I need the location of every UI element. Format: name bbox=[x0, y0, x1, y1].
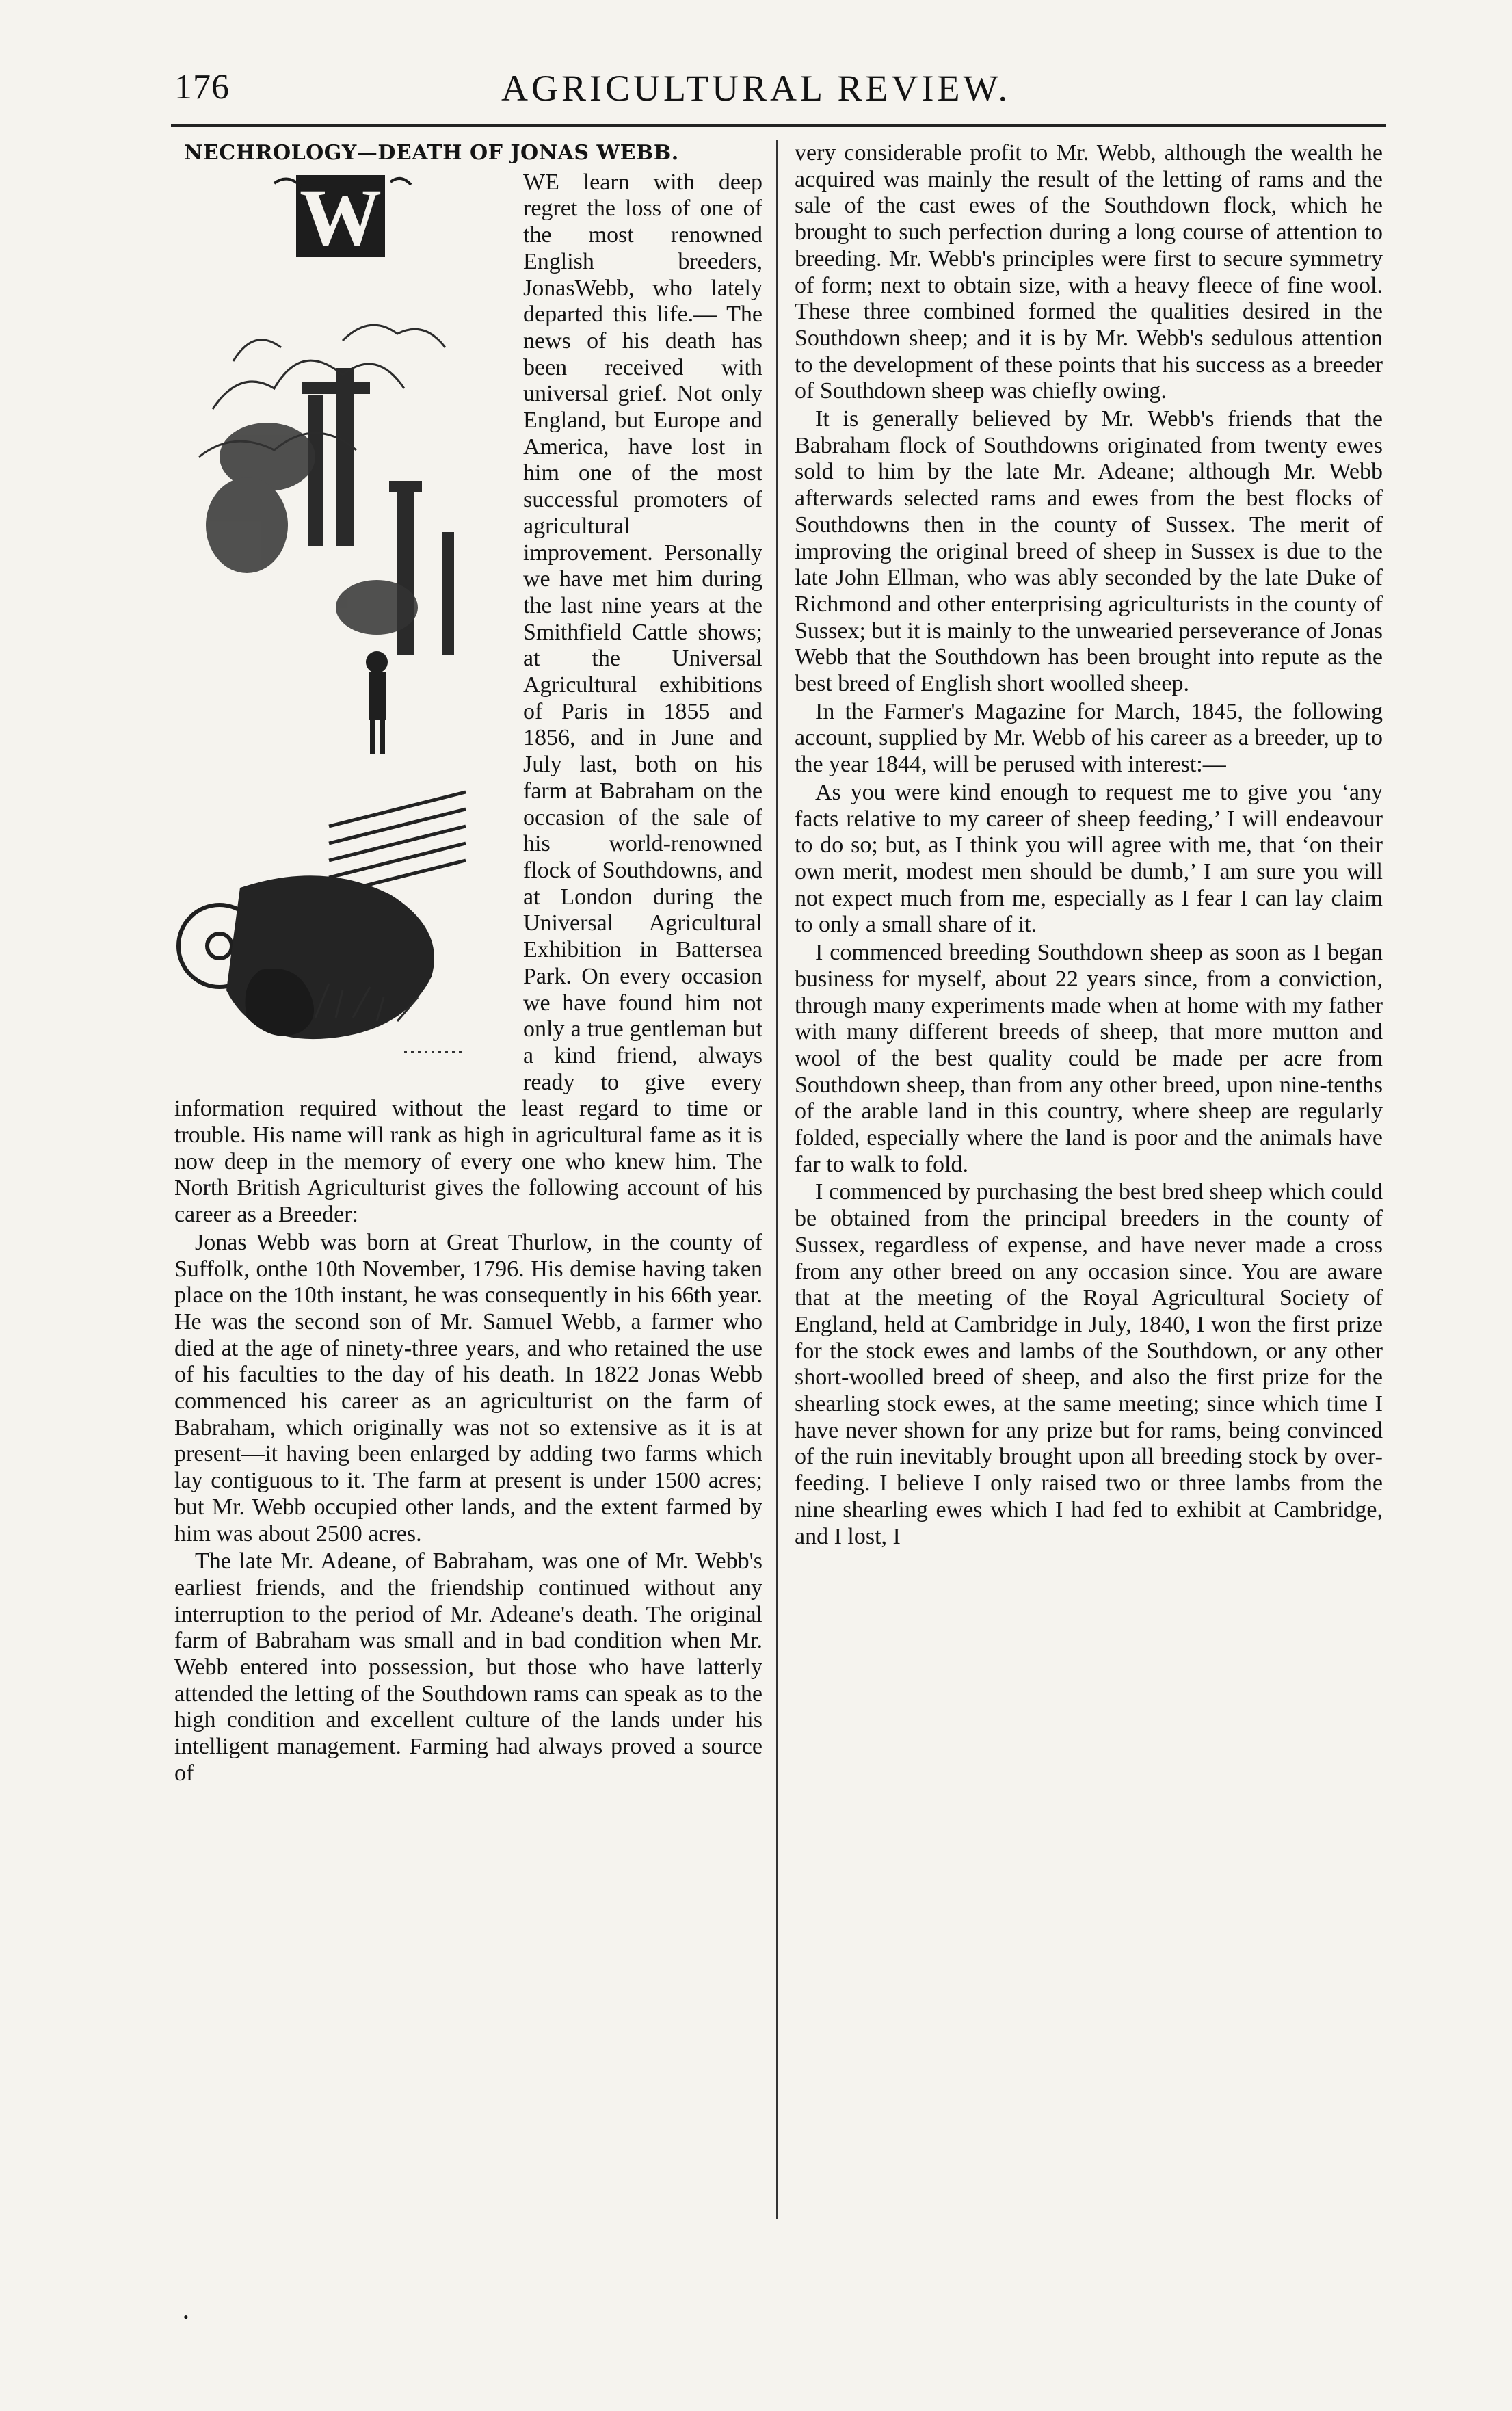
paragraph-right-6: I commenced by purchasing the best bred sheep which could be obtained from the principal breeders in the county of Sussex, regardless of expense, and have never made a cross from any other breed on any occasion since. You are aware that at the meeting of the Royal Agricultural Society of England, held at Cambridge in July, 1840, I won the first prize for the stock ewes and lambs of the Southdown, or any other short-woolled breed of sheep, and also the first prize for the shearling stock ewes, at the same meeting; since which time I have never shown for any prize but for rams, being convinced of the ruin inevitably brought upon all breeding stock by over-feeding. I believe I only raised two or three lambs from the nine shearling ewes which I had fed to exhibit at Cambridge, and I lost, I bbox=[795, 1179, 1383, 1549]
paragraph-right-3: In the Farmer's Magazine for March, 1845, the following account, supplied by Mr. Webb of his career as a breeder, up to the year 1844, will be perused with interest:— bbox=[795, 698, 1383, 778]
drop-cap-w: W bbox=[300, 171, 382, 263]
paragraph-right-1: very considerable profit to Mr. Webb, although the wealth he acquired was mainly the result of the letting of rams and the sale of the cast ewes of the Southdown flock, which he brought to such perfection during a long course of attention to breeding. Mr. Webb's principles were first to secure symmetry of form; next to obtain size, with a heavy fleece of fine wool. These three combined formed the qualities desired in the Southdown sheep; and it is by Mr. Webb's sedulous attention to the development of these points that his success as a breeder of Southdown sheep was chiefly owing. bbox=[795, 140, 1383, 404]
header-rule bbox=[171, 124, 1386, 127]
woodcut-ruins-landscape-icon bbox=[172, 170, 514, 1079]
right-column bbox=[795, 140, 1383, 1551]
article-heading: NECHROLOGY—DEATH OF JONAS WEBB. bbox=[184, 141, 679, 165]
page-number: 176 bbox=[174, 68, 230, 107]
paragraph-left-3: The late Mr. Adeane, of Babraham, was one of Mr. Webb's earliest friends, and the friendship continued without any interruption to the period of Mr. Adeane's death. The original farm of Babraham was small and in bad condition when Mr. Webb entered into possession, but those who have latterly attended the letting of the Southdown rams can speak as to the high condition and excellent culture of the lands under his intelligent management. Farming had always proved a source of bbox=[174, 1549, 762, 1786]
footer-mark: • bbox=[183, 2308, 189, 2326]
paragraph-right-2: It is generally believed by Mr. Webb's friends that the Babraham flock of Southdowns originated from twenty ewes sold to him by the late Mr. Adeane; although Mr. Webb afterwards selected rams and ewes from the best flocks of Southdowns then in the county of Sussex. The merit of improving the original breed of sheep in Sussex is due to the late John Ellman, who was ably seconded by the late Duke of Richmond and other enterprising agriculturists in the county of Sussex; but it is mainly to the unwearied perseverance of Jonas Webb that the Southdown has been brought into repute as the best breed of English short woolled sheep. bbox=[795, 406, 1383, 697]
paragraph-left-2: Jonas Webb was born at Great Thurlow, in the county of Suffolk, onthe 10th November, 1796. His demise having taken place on the 10th instant, he was consequently in his 66th year. He was the second son of Mr. Samuel Webb, a farmer who died at the age of ninety-three years, and who retained the use of his faculties to the day of his death. In 1822 Jonas Webb commenced his career as an agriculturist on the farm of Babraham, which originally was not so extensive as it is at present—it having been enlarged by adding two farms which lay contiguous to it. The farm at present is under 1500 acres; but Mr. Webb occupied other lands, and the extent farmed by him was about 2500 acres. bbox=[174, 1229, 762, 1546]
paragraph-right-5: I commenced breeding Southdown sheep as soon as I began business for myself, about 22 years since, from a conviction, through many experiments made when at home with my father with many different breeds of sheep, that more mutton and wool of the best quality could be made per acre from Southdown sheep, than from any other breed, upon nine-tenths of the arable land in this country, where sheep are regularly folded, especially where the land is poor and the animals have far to walk to fold. bbox=[795, 940, 1383, 1177]
paragraph-left-1: WE learn with deep regret the loss of one of the most renowned English breeders, JonasWebb, who lately departed this life.— The news of his death has been received with universal grief. Not only England, but Europe and America, have lost in him one of the most successful promoters of agricultural improvement. Personally we have met him during the last nine years at the Smithfield Cattle shows; at the Universal Agricultural exhibitions of Paris in 1855 and 1856, and in June and July last, both on his farm at Babraham on the occasion of the sale of his world-renowned flock of Southdowns, and at London during the Universal Agricultural Exhibition in Battersea Park. On every occasion we have found him not only a true gentleman but a kind friend, always ready to give every information required without the least regard to time or trouble. His name will rank as high in agricultural fame as it is now deep in the memory of every one who knew him. The North British Agriculturist gives the following account of his career as a Breeder: bbox=[174, 169, 762, 1228]
running-title: AGRICULTURAL REVIEW. bbox=[501, 68, 1011, 109]
left-column bbox=[174, 140, 762, 1789]
column-divider bbox=[776, 140, 778, 2219]
woodcut-illustration bbox=[172, 170, 514, 1079]
paragraph-right-4: As you were kind enough to request me to give you ‘any facts relative to my career of sheep feeding,’ I will endeavour to do so; but, as I think you will agree with me, that ‘on their own merit, modest men should be dumb,’ I am sure you will not expect much from me, especially as I fear I can lay claim to only a small share of it. bbox=[795, 779, 1383, 938]
